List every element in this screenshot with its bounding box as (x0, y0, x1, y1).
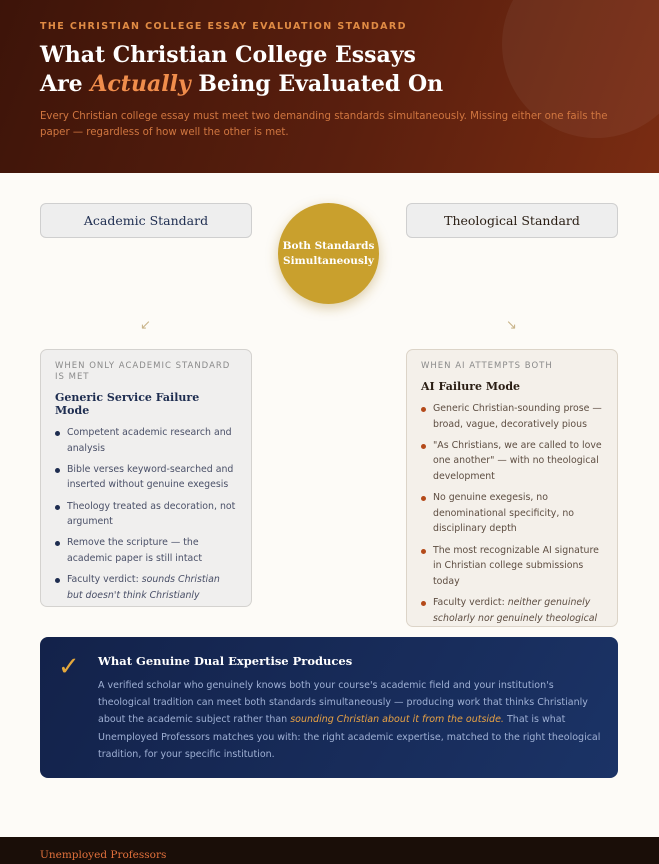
hero-eyebrow: THE CHRISTIAN COLLEGE ESSAY EVALUATION STANDARD (40, 21, 407, 32)
panel-body-emphasis: sounding Christian about it from the outside. (290, 714, 504, 726)
checkmark-icon: ✓ (58, 652, 80, 682)
verdict-prefix: Faculty verdict: (67, 574, 142, 586)
verdict-text: neither genuinely scholarly nor genuinely theological (433, 596, 598, 624)
title-line-2-pre: Are (40, 71, 91, 97)
list-item: No genuine exegesis, no denominational specificity, no disciplinary depth (421, 490, 603, 537)
list-item: Remove the scripture — the academic paper is still intact (55, 535, 237, 566)
footer-brand-link[interactable]: Unemployed Professors (40, 849, 167, 861)
academic-failure-card (40, 349, 252, 607)
list-item: "As Christians, we are called to love one another" — with no theological development (421, 438, 603, 485)
academic-standard-label: Academic Standard (40, 203, 252, 238)
list-item: Theology treated as decoration, not argument (55, 499, 237, 530)
panel-body-pre: A verified scholar who genuinely knows both your course's academic field and your institution's theological tradition can meet both standards simultaneously — producing work that thinks Christianly about the academic subject rather than (98, 680, 588, 726)
card-eyebrow: WHEN AI ATTEMPTS BOTH (421, 361, 553, 371)
list-item: Bible verses keyword-searched and inserted without genuine exegesis (55, 462, 237, 493)
verdict-prefix: Faculty verdict: (433, 596, 508, 608)
panel-title: What Genuine Dual Expertise Produces (98, 654, 353, 668)
card-eyebrow: WHEN ONLY ACADEMIC STANDARD IS MET (55, 361, 231, 382)
panel-body-post: That is what Unemployed Professors matches you with: the right academic expertise, matched to the right theological tradition, for your specific institution. (98, 714, 601, 760)
circle-line-2: Simultaneously (283, 254, 374, 267)
both-standards-circle (278, 203, 379, 304)
list-item-verdict (421, 595, 603, 626)
list-item: Competent academic research and analysis (55, 425, 237, 456)
theological-standard-label: Theological Standard (406, 203, 618, 238)
list-item-verdict (55, 572, 237, 603)
panel-body (98, 677, 604, 763)
arrow-down-left-icon: ↙ (140, 318, 151, 333)
list-item: Generic Christian-sounding prose — broad, vague, decoratively pious (421, 401, 603, 432)
card-title: AI Failure Mode (421, 380, 521, 393)
circle-line-1: Both Standards (282, 239, 375, 252)
verdict-text: sounds Christian but doesn't think Christianly (67, 574, 220, 601)
list-item: The most recognizable AI signature in Christian college submissions today (421, 543, 603, 590)
title-line-1: What Christian College Essays (40, 42, 416, 68)
page-title (40, 41, 560, 99)
title-line-2-post: Being Evaluated On (190, 71, 444, 97)
arrow-down-right-icon: ↘ (506, 318, 517, 333)
failure-list (421, 401, 603, 626)
hero-subtitle: Every Christian college essay must meet two demanding standards simultaneously. Missing either one fails the paper — regardless of how well the other is met. (40, 111, 608, 138)
title-emphasis: Actually (90, 71, 191, 97)
card-title: Generic Service Failure Mode (55, 391, 200, 417)
failure-list (55, 425, 237, 603)
ai-failure-card (406, 349, 618, 627)
